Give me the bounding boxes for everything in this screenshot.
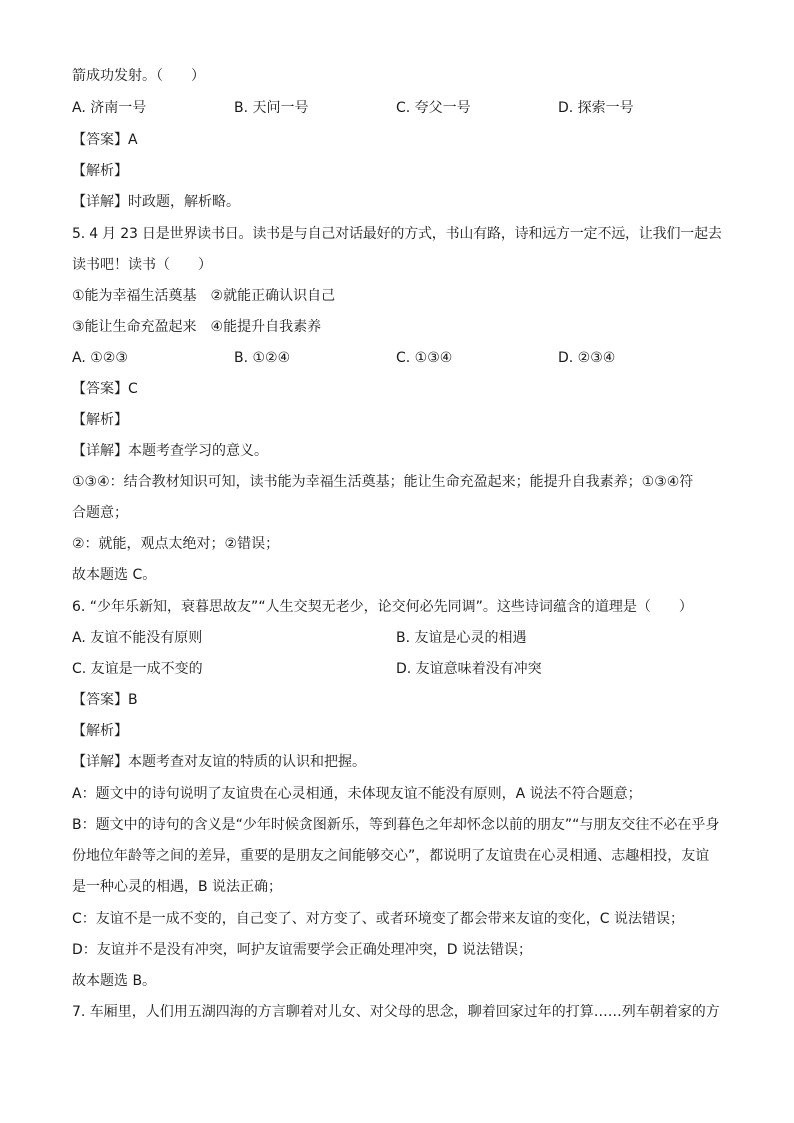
q5-explanation-line1: ①③④：结合教材知识可知，读书能为幸福生活奠基；能让生命充盈起来；能提升自我素养；①③④符 [72,474,694,490]
q6-explanation-b-line1: B：题文中的诗句的含义是“少年时候贪图新乐，等到暮色之年却怀念以前的朋友”“与朋友交往不必在乎身 [72,817,720,833]
q5-option-c: C. ①③④ [396,350,453,366]
q6-analysis-heading: 【解析】 [72,723,128,739]
q6-explanation-b-line3: 是一种心灵的相遇，B 说法正确； [72,879,283,895]
q6-answer: 【答案】B [72,692,138,708]
q4-answer: 【答案】A [72,132,138,148]
q5-detail: 【详解】本题考查学习的意义。 [72,443,268,459]
q6-stem: 6. “少年乐新知，衰暮思故友”“人生交契无老少，论交何必先同调”。这些诗词蕴含的道理是（ ） [72,599,693,615]
q6-explanation-d: D：友谊并不是没有冲突，呵护友谊需要学会正确处理冲突，D 说法错误； [72,942,533,958]
q4-analysis-heading: 【解析】 [72,163,128,179]
q6-option-c: C. 友谊是一成不变的 [72,661,203,677]
q4-option-c: C. 夸父一号 [396,100,471,116]
q5-conclusion: 故本题选 C。 [72,567,157,583]
q4-option-b: B. 天问一号 [234,100,309,116]
q5-option-d: D. ②③④ [558,350,616,366]
q5-items-line2: ③能让生命充盈起来 ④能提升自我素养 [72,319,322,335]
q6-option-d: D. 友谊意味着没有冲突 [396,661,542,677]
q4-stem-tail: 箭成功发射。（ ） [72,68,205,84]
q5-option-b: B. ①②④ [234,350,291,366]
q6-option-a: A. 友谊不能没有原则 [72,630,203,646]
q4-option-a: A. 济南一号 [72,100,147,116]
q4-option-d: D. 探索一号 [558,100,634,116]
q7-stem: 7. 车厢里，人们用五湖四海的方言聊着对儿女、对父母的思念，聊着回家过年的打算……列车朝着家的方 [72,1004,720,1020]
q5-analysis-heading: 【解析】 [72,412,128,428]
q6-explanation-c: C：友谊不是一成不变的，自己变了、对方变了、或者环境变了都会带来友谊的变化，C 说法错误； [72,911,684,927]
q5-explanation-line3: ②：就能，观点太绝对；②错误； [72,536,280,552]
q6-explanation-b-line2: 份地位年龄等之间的差异，重要的是朋友之间能够交心”，都说明了友谊贵在心灵相通、志趣相投，友谊 [72,848,710,864]
q5-option-a: A. ①②③ [72,350,128,366]
q5-explanation-line2: 合题意； [72,505,128,521]
q4-detail: 【详解】时政题，解析略。 [72,194,240,210]
q5-stem-line2: 读书吧！读书（ ） [72,257,212,273]
q6-conclusion: 故本题选 B。 [72,973,157,989]
q5-stem-line1: 5. 4 月 23 日是世界读书日。读书是与自己对话最好的方式，书山有路，诗和远方一定不远，让我们一起去 [72,226,722,242]
q5-answer: 【答案】C [72,381,138,397]
q6-option-b: B. 友谊是心灵的相遇 [396,630,527,646]
q6-detail: 【详解】本题考查对友谊的特质的认识和把握。 [72,754,366,770]
q6-explanation-a: A：题文中的诗句说明了友谊贵在心灵相通，未体现友谊不能没有原则，A 说法不符合题意； [72,786,642,802]
q5-items-line1: ①能为幸福生活奠基 ②就能正确认识自己 [72,288,336,304]
